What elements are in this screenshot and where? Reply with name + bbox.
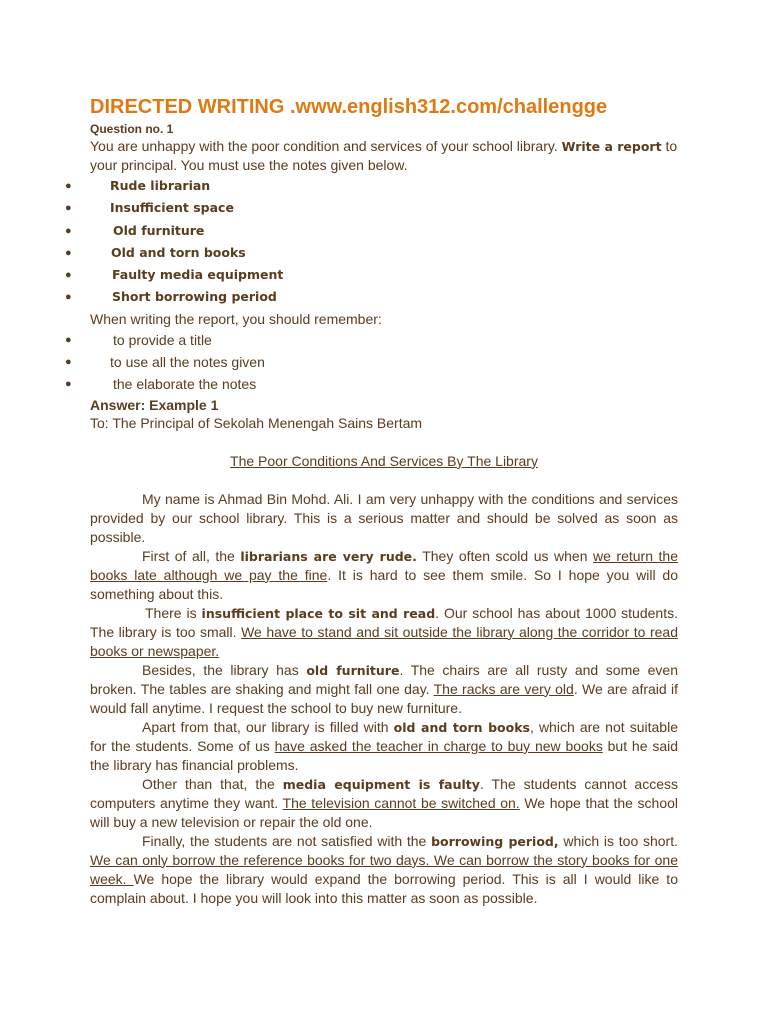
- bullet-icon: ●: [65, 246, 72, 259]
- notes-list: [65, 175, 678, 309]
- bullet-icon: ●: [65, 224, 72, 237]
- bullet-icon: ●: [65, 291, 72, 304]
- bullet-icon: ●: [65, 356, 72, 369]
- list-item: ● Rude librarian: [65, 175, 678, 197]
- report-paragraph: Besides, the library has old furniture. The chairs are all rusty and some even broken. The tables are shaking and might fall one day. The racks are very old. We are afraid if would fall anytime. I request the school to buy new furniture.: [90, 661, 679, 716]
- remember-intro: When writing the report, you should remember:: [90, 310, 382, 327]
- answer-heading: Answer: Example 1: [90, 396, 219, 413]
- bullet-icon: ●: [65, 269, 72, 282]
- document-title: DIRECTED WRITING .www.english312.com/challengge: [90, 96, 608, 118]
- document-page: [65, 96, 679, 908]
- report-paragraph: Apart from that, our library is filled with old and torn books, which are not suitable for the students. Some of us have asked the teacher in charge to buy new books but he said the library has financial problems.: [90, 718, 679, 773]
- bullet-icon: ●: [65, 180, 72, 192]
- report-paragraph: There is insufficient place to sit and read. Our school has about 1000 students. The library is too small. We have to stand and sit outside the library along the corridor to read books or newspaper.: [90, 604, 679, 659]
- list-item: ● Insufficient space: [65, 197, 678, 219]
- list-item: ● to provide a title: [65, 329, 678, 351]
- bullet-icon: ●: [65, 333, 72, 346]
- list-item: ● to use all the notes given: [65, 351, 678, 373]
- report-paragraph: My name is Ahmad Bin Mohd. Ali. I am very unhappy with the conditions and services provided by our school library. This is a serious matter and should be solved as soon as possible.: [90, 490, 678, 545]
- question-number: Question no. 1: [90, 122, 174, 136]
- list-item: ● Short borrowing period: [65, 286, 678, 308]
- remember-list: [65, 329, 678, 396]
- list-item: ● Faulty media equipment: [65, 264, 678, 286]
- bullet-icon: ●: [65, 202, 72, 215]
- report-title: The Poor Conditions And Services By The Library: [230, 452, 538, 469]
- list-item: ● the elaborate the notes: [65, 373, 678, 395]
- report-paragraph: First of all, the librarians are very rude. They often scold us when we return the books late although we pay the fine. It is hard to see them smile. So I hope you will do something about this.: [90, 547, 678, 602]
- list-item: ● Old furniture: [65, 220, 678, 242]
- question-intro: You are unhappy with the poor condition and services of your school library. Write a report to your principal. You must use the notes given below.: [90, 138, 678, 173]
- to-line: To: The Principal of Sekolah Menengah Sains Bertam: [90, 414, 423, 431]
- bullet-icon: ●: [65, 378, 72, 391]
- list-item: ● Old and torn books: [65, 242, 678, 264]
- report-paragraph: Other than that, the media equipment is faulty. The students cannot access computers anytime they want. The television cannot be switched on. We hope that the school will buy a new television or repair the old one.: [90, 775, 678, 830]
- report-paragraph: Finally, the students are not satisfied with the borrowing period, which is too short. We can only borrow the reference books for two days. We can borrow the story books for one week. We hope the library would expand the borrowing period. This is all I would like to complain about. I hope you will look into this matter as soon as possible.: [90, 832, 678, 906]
